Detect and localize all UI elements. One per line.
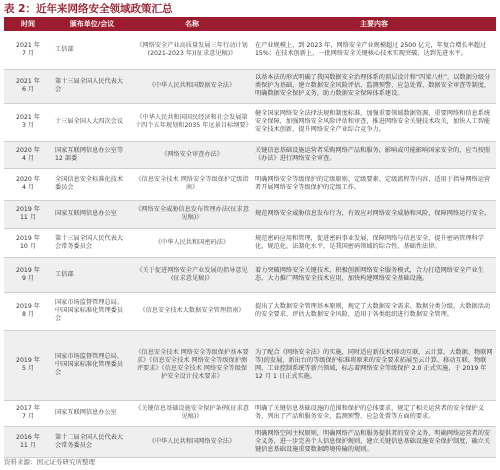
row-name: 《中华人民共和国数据安全法》 [132, 69, 252, 103]
row-date: 2021 年 7 月 [4, 31, 52, 69]
row-org: 国家互联网信息办公室 [52, 200, 132, 228]
header-org: 颁布单位/会议 [52, 17, 132, 31]
row-name: 《网络安全威胁信息发布管理办法(征求意见稿)》 [132, 200, 252, 228]
row-org: 十三届全国人大四次会议 [52, 103, 132, 141]
table-row [4, 31, 496, 69]
row-org: 国家互联网信息办公室 [52, 400, 132, 426]
row-date: 2019 年 11 月 [4, 200, 52, 228]
row-content: 规范密码应用和管理，促进密码事业发展，保障网络与信息安全，提升密码管理科学化、规范化、法制化水平，是我国密码领域的综合性、基础性法律。 [252, 228, 496, 257]
row-content: 明确了关键信息基础设施的范围和保护的总体要求，规定了相关运营者的安全保护义务，列出了产品和服务安全、监测预警、应急处置等方面的要求。 [252, 400, 496, 426]
row-date: 2019 年 5 月 [4, 330, 52, 400]
row-date: 2016 年 11 月 [4, 426, 52, 457]
row-name: 《中华人民共和国密码法》 [132, 228, 252, 257]
row-date: 2019 年 8 月 [4, 292, 52, 330]
row-name: 《信息安全技术 网络安全等级保护定级指南》 [132, 168, 252, 200]
row-content: 提出了大数据安全管理基本原则，规定了大数据安全需求、数据分类分级、大数据活动的安全要求、评估大数据安全风险，适用于各类组织进行数据安全管理。 [252, 292, 496, 330]
table-row [4, 330, 496, 400]
row-org: 国家互联网信息办公室等 12 部委 [52, 141, 132, 168]
table-row [4, 292, 496, 330]
row-date: 2017 年 7 月 [4, 400, 52, 426]
row-name: 《网络安全审查办法》 [132, 141, 252, 168]
row-content: 以基本法的形式明确了我国数据安全治理体系的顶层设计和“四梁八柱”，以数据分级分类保护为基础，建立数据安全风险评估、监测预警、应急处置、数据安全审查等制度，明确数据安全保护义务，助力数据安全保障体系建设。 [252, 69, 496, 103]
row-content: 在产业规模上，到 2023 年，网络安全产业规模超过 2500 亿元，年复合增长率超过 15%；在技术创新上，一批网络安全关键核心技术实现突破，达到先进水平。 [252, 31, 496, 69]
row-org: 第十三届全国人民代表大会 [52, 69, 132, 103]
row-name: 《信息安全技术 网络安全等级保护基本要求》《信息安全技术 网络安全等级保护测评要求》《信息安全技术 网络安全等级保护安全设计技术要求》 [132, 330, 252, 400]
row-content: 规范网络安全威胁信息发布行为，有效应对网络安全威胁和风险，保障网络运行安全。 [252, 200, 496, 228]
table-header-row [4, 17, 496, 31]
row-content: 关键信息基础设施运营者采购网络产品和服务，影响或可能影响国家安全的，应当按照《办法》进行网络安全审查。 [252, 141, 496, 168]
row-date: 2019 年 9 月 [4, 257, 52, 292]
row-org: 第十三届全国人民代表大会常务委员会 [52, 228, 132, 257]
row-content: 着力突破网络安全关键技术，积极创新网络安全服务模式，合力打造网络安全产业生态，大力推广网络安全技术应用，加快构建网络安全基础设施。 [252, 257, 496, 292]
row-date: 2020 年 4 月 [4, 141, 52, 168]
table-row [4, 103, 496, 141]
header-content: 主要内容 [252, 17, 496, 31]
row-name: 《关键信息基础设施安全保护条例(征求意见稿)》 [132, 400, 252, 426]
table-title: 表 2：近年来网络安全领域政策汇总 [4, 3, 173, 15]
row-org: 工信部 [52, 31, 132, 69]
row-name: 《信息安全技术大数据安全管理指南》 [132, 292, 252, 330]
table-row [4, 69, 496, 103]
table-row [4, 400, 496, 426]
policy-table [4, 17, 496, 458]
row-name: 《网络安全产业高质量发展三年行动计划(2021-2023 年)(征求意见稿)》 [132, 31, 252, 69]
table-row [4, 168, 496, 200]
row-date: 2019 年 10 月 [4, 228, 52, 257]
row-org: 国家市场监督管理总局、中国国家标准化管理委员会 [52, 330, 132, 400]
table-row [4, 426, 496, 457]
table-body [4, 31, 496, 457]
row-content: 为了配合《网络安全法》的实施，同时适应新技术(移动互联、云计算、大数据、物联网等)的发展，新出台的等级保护标准将原来的安全要求拓展至云计算、移动互联、物联网、工业控制系统等新兴领域，标志着网络安全等级保护 2.0 正式实施，于 2019 年 12 月 1 日正式实施。 [252, 330, 496, 400]
row-date: 2021 年 3 月 [4, 103, 52, 141]
source-note: 资料来源：国元证券研究所整理 [4, 458, 95, 466]
header-name: 名称 [132, 17, 252, 31]
row-org: 第十二届全国人民代表大会常务委员会 [52, 426, 132, 457]
table-row [4, 228, 496, 257]
table-row [4, 257, 496, 292]
table-row [4, 200, 496, 228]
row-date: 2021 年 6 月 [4, 69, 52, 103]
row-org: 国家市场监督管理总局、中国国家标准化管理委员会 [52, 292, 132, 330]
row-org: 工信部 [52, 257, 132, 292]
row-date: 2020 年 4 月 [4, 168, 52, 200]
header-time: 时间 [4, 17, 52, 31]
row-content: 健全国家网络安全法律法规和制度标准，加强重要领域数据资源、重要网络和信息系统安全保障，加强网络安全风险评估和审查，推进网络安全关键技术攻关，加快人工智能安全技术创新，提升网络安全产业综合竞争力。 [252, 103, 496, 141]
row-name: 《关于促进网络安全产业发展的指导意见(征求意见稿)》 [132, 257, 252, 292]
table-row [4, 141, 496, 168]
row-content: 明确网络空间主权原则，明确网络产品和服务提供者的安全义务，明确网络运营者的安全义务，进一步完善个人信息保护规则，建立关键信息基础设施安全保护制度，确立关键信息基础设施重要数据跨境传输的规则。 [252, 426, 496, 457]
row-org: 全国信息安全标准化技术委员会 [52, 168, 132, 200]
row-name: 《中华人民共和国网络安全法》 [132, 426, 252, 457]
row-name: 《中华人民共和国国民经济和社会发展第十四个五年规划和2035 年远景目标纲要》 [132, 103, 252, 141]
row-content: 明确网络安全等级保护的定级原则、定级要素、定级流程等内容，适用于指导网络运营者开展网络安全等级保护的定级工作。 [252, 168, 496, 200]
